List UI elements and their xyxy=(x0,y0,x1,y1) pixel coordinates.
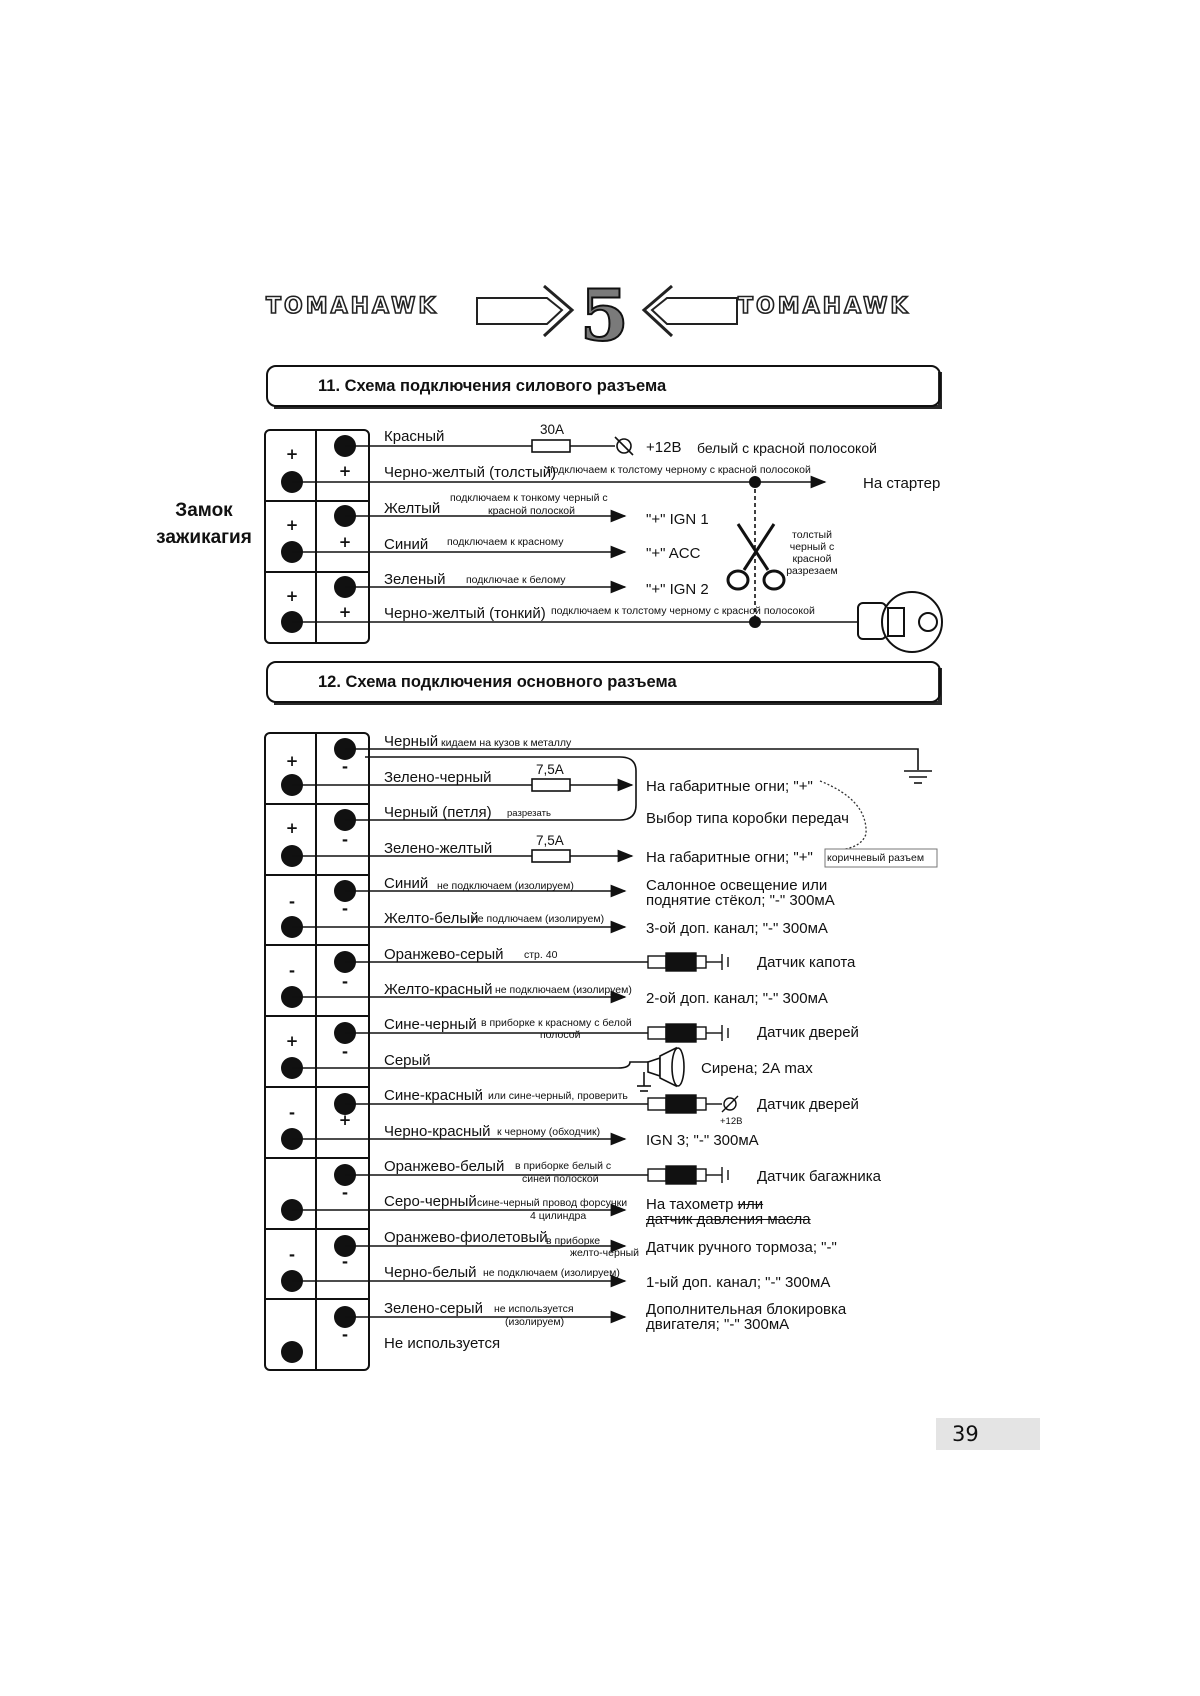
trunk-sensor-connector xyxy=(648,1166,728,1184)
wire-note: в приборке белый с xyxy=(515,1160,612,1172)
wire-label: Желто-белый xyxy=(384,910,479,927)
wire-note: красной полоской xyxy=(488,505,575,517)
wire-note: (изолируем) xyxy=(505,1316,565,1328)
wire-label: Оранжево-белый xyxy=(384,1158,505,1175)
wire-note: сине-черный провод форсунки xyxy=(477,1197,628,1209)
wire-label: Зелено-желтый xyxy=(384,840,493,857)
ground-icon xyxy=(904,771,932,783)
siren-icon xyxy=(637,1048,684,1091)
struck-text: или xyxy=(737,1196,764,1213)
wire-note: не подключаем (изолируем) xyxy=(495,984,632,996)
main-pin-sign: - xyxy=(341,1184,349,1202)
ignition-lock-label-line2: зажикагия xyxy=(156,527,252,548)
power-pin-sign: + xyxy=(285,445,299,463)
terminal-12v-icon xyxy=(615,437,633,455)
tachometer-label: На тахометр xyxy=(646,1196,734,1213)
hood-sensor-connector xyxy=(648,953,728,971)
wire-destination-struck: датчик давления масла xyxy=(646,1211,811,1228)
page-number: 39 xyxy=(936,1418,1040,1450)
wire-note: подключаем к толстому черному с красной полосокой xyxy=(551,605,815,617)
wire-destination: "+" IGN 1 xyxy=(646,511,709,528)
section12-title: 12. Схема подключения основного разъема xyxy=(318,673,677,691)
wire-destination: 1-ый доп. канал; "-" 300мА xyxy=(646,1274,831,1291)
wire-label: Оранжево-фиолетовый xyxy=(384,1229,548,1246)
wire-destination xyxy=(646,1197,763,1212)
brown-connector-label: коричневый разъем xyxy=(827,852,925,864)
power-pin-sign: + xyxy=(285,516,299,534)
wire-label: Черный (петля) xyxy=(384,804,492,821)
fuse-label: 7,5А xyxy=(536,762,564,777)
fuse-label: 7,5А xyxy=(536,833,564,848)
wire-note: не используется xyxy=(494,1303,574,1315)
power-pin-sign: + xyxy=(285,587,299,605)
wire-label: Оранжево-серый xyxy=(384,946,504,963)
wire-note: 4 цилиндра xyxy=(530,1210,587,1222)
wire-note: не подлючаем (изолируем) xyxy=(472,913,605,925)
wire-label: Черно-желтый (толстый) xyxy=(384,464,557,481)
wire-label: Синий xyxy=(384,875,429,892)
wire-destination: Датчик дверей xyxy=(757,1024,859,1041)
wire-label: Сине-черный xyxy=(384,1016,477,1033)
wire-label: Черно-красный xyxy=(384,1123,491,1140)
wire-label: Желто-красный xyxy=(384,981,493,998)
wire-note: или сине-черный, проверить xyxy=(488,1090,628,1102)
wire-note: не подключаем (изолируем) xyxy=(483,1267,620,1279)
wire-label: Серый xyxy=(384,1052,431,1069)
wire-label: Сине-красный xyxy=(384,1087,484,1104)
main-pin-sign: - xyxy=(341,758,349,776)
junction-dot xyxy=(749,476,761,488)
wire-label: Синий xyxy=(384,536,429,553)
wire-note: к черному (обходчик) xyxy=(497,1126,601,1138)
wire-destination: Датчик ручного тормоза; "-" xyxy=(646,1239,837,1256)
fuse-7-5a-2 xyxy=(532,850,570,862)
main-pin-sign: - xyxy=(341,831,349,849)
wire-note: подключаем к красному xyxy=(447,536,564,548)
wire-label: Не используется xyxy=(384,1335,501,1352)
main-pin-sign: - xyxy=(341,973,349,991)
wire-label: Желтый xyxy=(384,500,441,517)
wire-note: разрезать xyxy=(507,808,551,819)
wire-note: стр. 40 xyxy=(524,949,558,961)
door-sensor-connector-1 xyxy=(648,1024,728,1042)
wire-destination: Выбор типа коробки передач xyxy=(646,810,849,827)
power-pin-sign: + xyxy=(338,462,352,480)
wire-label: Черно-желтый (тонкий) xyxy=(384,605,546,622)
fuse-label: 30А xyxy=(540,422,565,437)
wire-note: кидаем на кузов к металлу xyxy=(441,737,572,749)
wire-destination: "+" IGN 2 xyxy=(646,581,709,598)
power-pin-sign: + xyxy=(338,533,352,551)
cut-note-line: толстый xyxy=(792,529,832,541)
wire-destination: "+" ACC xyxy=(646,545,701,562)
wire-destination: +12В xyxy=(646,439,682,456)
cut-note-line: разрезаем xyxy=(786,565,838,577)
door-sensor-connector-2 xyxy=(648,1095,738,1113)
wire-note: в приборке xyxy=(546,1235,601,1247)
wire-note: подключае к белому xyxy=(466,574,566,586)
wire-label: Зелено-серый xyxy=(384,1300,483,1317)
main-pin-sign: - xyxy=(341,1253,349,1271)
cut-note xyxy=(782,529,842,577)
cut-note-line: черный с xyxy=(789,541,835,553)
wire-destination: Дополнительная блокировка xyxy=(646,1301,847,1318)
wire-note: полосой xyxy=(540,1029,581,1041)
wire-destination: На стартер xyxy=(863,475,941,492)
wire-note: белый с красной полосокой xyxy=(697,440,877,456)
wire-destination: IGN 3; "-" 300мА xyxy=(646,1132,759,1149)
logo-brand-right: TOMAHAWK xyxy=(738,294,911,319)
wire-note: подключаем к тонкому черный с xyxy=(450,492,608,504)
main-pin-sign: - xyxy=(341,900,349,918)
main-pin-sign: + xyxy=(285,752,299,770)
wire-label: Зелено-черный xyxy=(384,769,492,786)
wire-note: не подключаем (изолируем) xyxy=(437,880,574,892)
wire-destination: 3-ой доп. канал; "-" 300мА xyxy=(646,920,828,937)
supply-label: +12В xyxy=(720,1116,743,1127)
wire-note: подключаем к толстому черному с красной полосокой xyxy=(547,464,811,476)
main-pin-sign: - xyxy=(341,1043,349,1061)
wire-destination: Датчик багажника xyxy=(757,1168,881,1185)
wire-label: Черный xyxy=(384,733,439,750)
main-pin-sign: + xyxy=(338,1111,352,1129)
wire-note: желто-черный xyxy=(570,1247,640,1259)
wire-label: Зеленый xyxy=(384,571,446,588)
cut-note-line: красной xyxy=(792,553,832,565)
wire-destination: Сирена; 2А max xyxy=(701,1060,813,1077)
fuse-7-5a-1 xyxy=(532,779,570,791)
fuse-30a xyxy=(532,440,570,452)
ignition-lock-label-line1: Замок xyxy=(175,500,233,521)
wire-destination: На габаритные огни; "+" xyxy=(646,778,813,795)
main-pin-sign: - xyxy=(288,1104,296,1122)
wire-note: в приборке к красному с белой xyxy=(481,1017,632,1029)
wire-label: Черно-белый xyxy=(384,1264,477,1281)
wire-destination: На габаритные огни; "+" xyxy=(646,849,813,866)
wire-destination: поднятие стёкол; "-" 300мА xyxy=(646,892,835,909)
scissors-icon xyxy=(728,524,784,589)
wire-label: Серо-черный xyxy=(384,1193,477,1210)
ignition-lock-label xyxy=(144,497,264,551)
wire-destination: Датчик дверей xyxy=(757,1096,859,1113)
wire-destination: двигателя; "-" 300мА xyxy=(646,1316,790,1333)
section11-title: 11. Схема подключения силового разъема xyxy=(318,377,667,395)
power-pin-sign: + xyxy=(338,603,352,621)
wire-destination: 2-ой доп. канал; "-" 300мА xyxy=(646,990,828,1007)
wire-destination: Салонное освещение или xyxy=(646,877,828,894)
main-pin-sign: - xyxy=(288,893,296,911)
wire-destination: Датчик капота xyxy=(757,954,856,971)
main-pin-sign: + xyxy=(285,1032,299,1050)
logo-model-number: 5 xyxy=(580,274,629,357)
ignition-lock-icon xyxy=(858,592,942,652)
junction-dot xyxy=(749,616,761,628)
main-pin-sign: + xyxy=(285,819,299,837)
main-pin-sign: - xyxy=(288,962,296,980)
main-pin-sign: - xyxy=(341,1326,349,1344)
logo-brand-left: TOMAHAWK xyxy=(266,294,439,319)
wire-label: Красный xyxy=(384,428,445,445)
wire-note: синей полоской xyxy=(522,1173,599,1185)
main-pin-sign: - xyxy=(288,1246,296,1264)
